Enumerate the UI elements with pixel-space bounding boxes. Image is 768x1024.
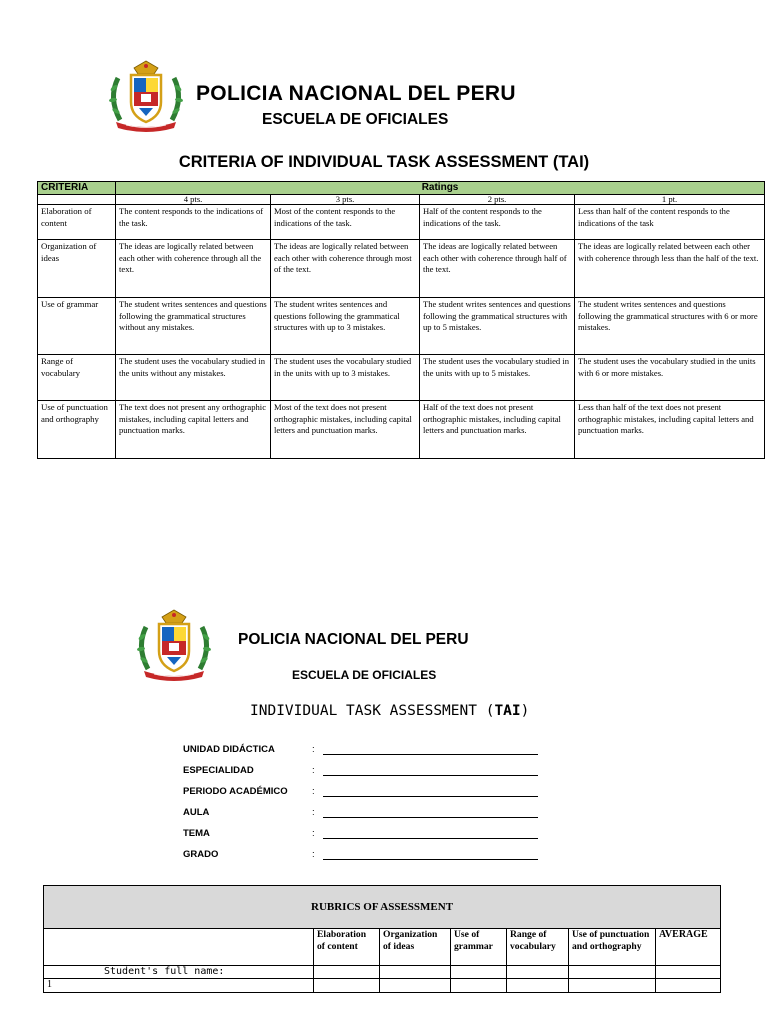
field-colon: :: [312, 849, 315, 860]
rating-cell: The student uses the vocabulary studied in the units without any mistakes.: [116, 355, 271, 401]
field-label: ESPECIALIDAD: [183, 765, 254, 776]
criteria-row: [38, 298, 765, 355]
criterion-name: Elaboration of content: [38, 205, 116, 240]
rating-cell: The student writes sentences and questions following the grammatical structures with up to 5 mistakes.: [420, 298, 575, 355]
field-colon: :: [312, 807, 315, 818]
field-grado: [183, 849, 543, 863]
school-subtitle: ESCUELA DE OFICIALES: [262, 111, 449, 128]
school-subtitle: ESCUELA DE OFICIALES: [292, 668, 437, 682]
rating-cell: The student uses the vocabulary studied in the units with up to 5 mistakes.: [420, 355, 575, 401]
rubric-col-grammar: Use of grammar: [451, 929, 507, 966]
institution-title: POLICIA NACIONAL DEL PERU: [238, 631, 469, 648]
criteria-row: [38, 355, 765, 401]
points-3: 3 pts.: [271, 195, 420, 205]
rubric-col-elaboration: Elaboration of content: [314, 929, 380, 966]
tai-close: ): [520, 703, 530, 719]
rating-cell: Most of the text does not present orthographic mistakes, including capital letters and punctuation marks.: [271, 401, 420, 459]
field-input-line[interactable]: [323, 817, 538, 818]
criterion-name: Use of punctuation and orthography: [38, 401, 116, 459]
field-aula: [183, 807, 543, 821]
tai-title: [250, 703, 529, 719]
criteria-row: [38, 401, 765, 459]
points-1: 1 pt.: [575, 195, 765, 205]
field-label: PERIODO ACADÉMICO: [183, 786, 288, 797]
field-input-line[interactable]: [323, 775, 538, 776]
police-crest-icon: [132, 606, 216, 684]
rating-cell: Less than half of the text does not present orthographic mistakes, including capital letters and punctuation marks.: [575, 401, 765, 459]
rating-cell: The ideas are logically related between each other with coherence through most of the text.: [271, 240, 420, 298]
field-colon: :: [312, 744, 315, 755]
score-cell[interactable]: [380, 966, 451, 979]
table-row: [44, 979, 721, 993]
row-number: 1: [44, 979, 314, 993]
rating-cell: The student writes sentences and questions following the grammatical structures with up to 3 mistakes.: [271, 298, 420, 355]
rating-cell: The student writes sentences and questions following the grammatical structures without any mistakes.: [116, 298, 271, 355]
rating-cell: The student writes sentences and questions following the grammatical structures with 6 or more mistakes.: [575, 298, 765, 355]
tai-title-text: INDIVIDUAL TASK ASSESSMENT (: [250, 703, 495, 719]
criteria-title: CRITERIA OF INDIVIDUAL TASK ASSESSMENT (TAI): [178, 153, 590, 171]
criteria-header: CRITERIA: [38, 182, 116, 195]
score-cell[interactable]: [314, 966, 380, 979]
rubric-title: RUBRICS OF ASSESSMENT: [44, 886, 721, 929]
criterion-name: Use of grammar: [38, 298, 116, 355]
field-label: AULA: [183, 807, 210, 818]
field-input-line[interactable]: [323, 796, 538, 797]
score-cell[interactable]: [507, 979, 569, 993]
rubric-col-blank: [44, 929, 314, 966]
rating-cell: Less than half of the content responds to the indications of the task: [575, 205, 765, 240]
score-cell[interactable]: [656, 979, 721, 993]
rating-cell: The content responds to the indications of the task.: [116, 205, 271, 240]
rubric-col-punctuation: Use of punctuation and orthography: [569, 929, 656, 966]
rubric-col-vocabulary: Range of vocabulary: [507, 929, 569, 966]
score-cell[interactable]: [569, 966, 656, 979]
field-periodo-academico: [183, 786, 543, 800]
ratings-header: Ratings: [116, 182, 765, 195]
rating-cell: Half of the text does not present orthographic mistakes, including capital letters and punctuation marks.: [420, 401, 575, 459]
criterion-name: Organization of ideas: [38, 240, 116, 298]
field-label: TEMA: [183, 828, 210, 839]
score-cell[interactable]: [380, 979, 451, 993]
score-cell[interactable]: [569, 979, 656, 993]
rating-cell: The ideas are logically related between each other with coherence through half of the text.: [420, 240, 575, 298]
criteria-row: [38, 240, 765, 298]
rating-cell: The text does not present any orthographic mistakes, including capital letters and punctuation marks.: [116, 401, 271, 459]
field-colon: :: [312, 828, 315, 839]
rating-cell: The ideas are logically related between each other with coherence through all the text.: [116, 240, 271, 298]
field-colon: :: [312, 765, 315, 776]
rating-cell: The student uses the vocabulary studied in the units with up to 3 mistakes.: [271, 355, 420, 401]
student-name-label: Student's full name:: [44, 966, 314, 979]
field-tema: [183, 828, 543, 842]
score-cell[interactable]: [451, 966, 507, 979]
field-especialidad: [183, 765, 543, 779]
rubric-col-average: AVERAGE: [656, 929, 721, 966]
rating-cell: The ideas are logically related between each other with coherence through less than the half of the text.: [575, 240, 765, 298]
field-input-line[interactable]: [323, 859, 538, 860]
points-2: 2 pts.: [420, 195, 575, 205]
criteria-row: [38, 205, 765, 240]
rating-cell: The student uses the vocabulary studied in the units with 6 or more mistakes.: [575, 355, 765, 401]
field-label: GRADO: [183, 849, 219, 860]
points-blank: [38, 195, 116, 205]
points-4: 4 pts.: [116, 195, 271, 205]
rubric-col-organization: Organization of ideas: [380, 929, 451, 966]
field-unidad-didactica: [183, 744, 543, 758]
field-label: UNIDAD DIDÁCTICA: [183, 744, 275, 755]
score-cell[interactable]: [451, 979, 507, 993]
tai-abbr: TAI: [494, 703, 521, 719]
field-input-line[interactable]: [323, 838, 538, 839]
score-cell[interactable]: [507, 966, 569, 979]
field-colon: :: [312, 786, 315, 797]
rating-cell: Most of the content responds to the indications of the task.: [271, 205, 420, 240]
score-cell[interactable]: [656, 966, 721, 979]
score-cell[interactable]: [314, 979, 380, 993]
criteria-table: [37, 181, 765, 459]
police-crest-icon: [104, 58, 188, 134]
field-input-line[interactable]: [323, 754, 538, 755]
criterion-name: Range of vocabulary: [38, 355, 116, 401]
rating-cell: Half of the content responds to the indications of the task.: [420, 205, 575, 240]
rubric-table: [43, 885, 721, 993]
institution-title: POLICIA NACIONAL DEL PERU: [196, 82, 516, 105]
